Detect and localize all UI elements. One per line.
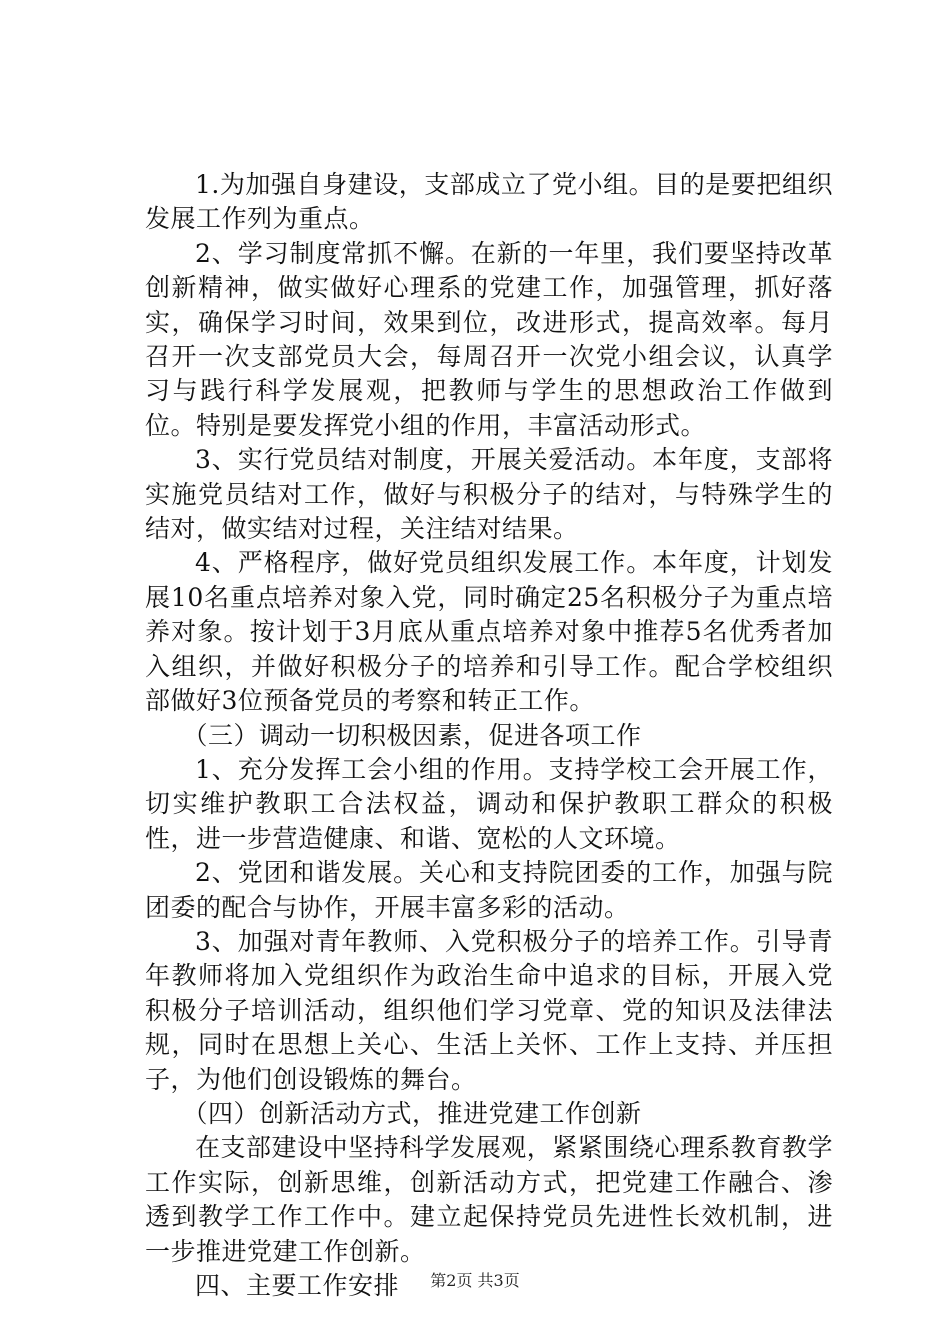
paragraph-2: 2、学习制度常抓不懈。在新的一年里，我们要坚持改革创新精神，做实做好心理系的党建工作，加强管理，抓好落实，确保学习时间，效果到位，改进形式，提高效率。每月召开一次支部党员大会，每周召开一次党小组会议，认真学习与践行科学发展观，把教师与学生的思想政治工作做到位。特别是要发挥党小组的作用，丰富活动形式。 bbox=[145, 238, 833, 440]
document-body bbox=[145, 168, 833, 1303]
paragraph-5: 1、充分发挥工会小组的作用。支持学校工会开展工作，切实维护教职工合法权益，调动和保护教职工群众的积极性，进一步营造健康、和谐、宽松的人文环境。 bbox=[145, 754, 833, 853]
paragraph-4: 4、严格程序，做好党员组织发展工作。本年度，计划发展10名重点培养对象入党，同时确定25名积极分子为重点培养对象。按计划于3月底从重点培养对象中推荐5名优秀者加入组织，并做好积极分子的培养和引导工作。配合学校组织部做好3位预备党员的考察和转正工作。 bbox=[145, 548, 833, 716]
section-heading-3: （三）调动一切积极因素，促进各项工作 bbox=[182, 720, 642, 750]
paragraph-3: 3、实行党员结对制度，开展关爱活动。本年度，支部将实施党员结对工作，做好与积极分子的结对，与特殊学生的结对，做实结对过程，关注结对结果。 bbox=[145, 445, 833, 544]
paragraph-6: 2、党团和谐发展。关心和支持院团委的工作，加强与院团委的配合与协作，开展丰富多彩的活动。 bbox=[145, 858, 833, 922]
paragraph-7: 3、加强对青年教师、入党积极分子的培养工作。引导青年教师将加入党组织作为政治生命中追求的目标，开展入党积极分子培训活动，组织他们学习党章、党的知识及法律法规，同时在思想上关心、生活上关怀、工作上支持、并压担子，为他们创设锻炼的舞台。 bbox=[145, 926, 833, 1094]
page-footer: 第2页 共3页 bbox=[430, 1271, 520, 1290]
section-heading-4: （四）创新活动方式，推进党建工作创新 bbox=[182, 1098, 642, 1128]
paragraph-1: 1.为加强自身建设，支部成立了党小组。目的是要把组织发展工作列为重点。 bbox=[145, 170, 833, 234]
main-heading-4: 四、主要工作安排 bbox=[195, 1271, 400, 1300]
paragraph-8: 在支部建设中坚持科学发展观，紧紧围绕心理系教育教学工作实际，创新思维，创新活动方式，把党建工作融合、渗透到教学工作工作中。建立起保持党员先进性长效机制，进一步推进党建工作创新。 bbox=[145, 1133, 833, 1266]
